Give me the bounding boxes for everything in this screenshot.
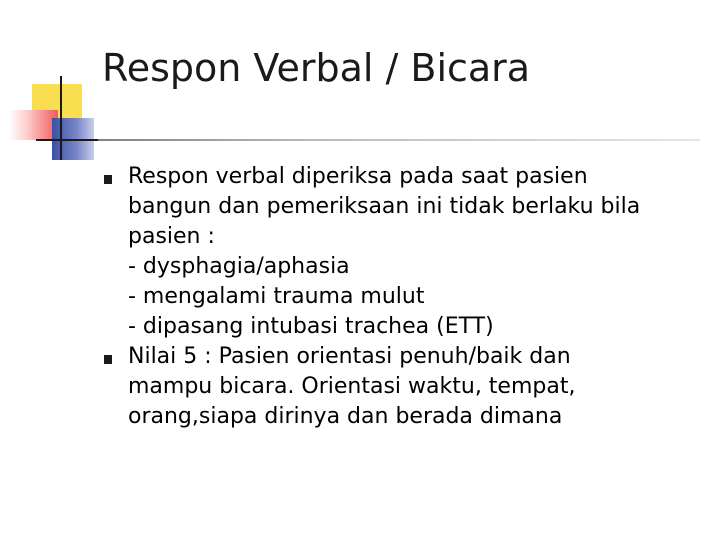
ornament-vertical-line [60,76,62,160]
bullet-text-line: - dipasang intubasi trachea (ETT) [128,314,494,339]
bullet-text-line: Respon verbal diperiksa pada saat pasien [128,164,588,189]
bullet-text-line: pasien : [128,224,215,249]
bullet-item [98,342,708,432]
bullet-text-line: - dysphagia/aphasia [128,254,350,279]
bullet-item [98,162,708,342]
bullet-text-line: - mengalami trauma mulut [128,284,425,309]
ornament-red-gradient [8,110,58,140]
bullet-text-line: mampu bicara. Orientasi waktu, tempat, [128,374,576,399]
square-bullet-icon [104,175,112,184]
bullet-text-line: orang,siapa dirinya dan berada dimana [128,404,563,429]
ornament-horizontal-line [36,139,98,141]
bullet-text-line: Nilai 5 : Pasien orientasi penuh/baik dan [128,344,571,369]
bullet-text-line: bangun dan pemeriksaan ini tidak berlaku bila [128,194,641,219]
title-divider-line [60,139,700,141]
bullet-list [98,162,708,432]
slide-title: Respon Verbal / Bicara [102,46,531,90]
square-bullet-icon [104,355,112,364]
